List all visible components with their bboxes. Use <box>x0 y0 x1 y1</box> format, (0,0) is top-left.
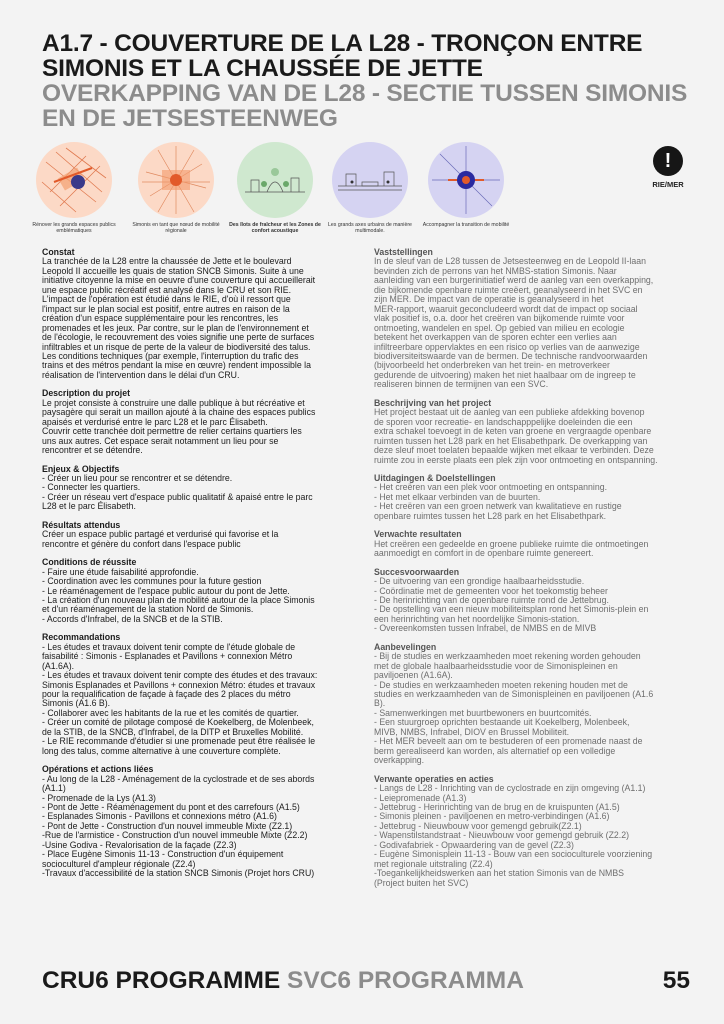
section-body: La tranchée de la L28 entre la chaussée de Jette et le boulevard Leopold II accueille les quais de station SNCB Simonis. Suite à une initiative citoyenne la mise en oeuvre d'une couverture qui accueillerait une espace public récréatif est analysé dans le CRU et son RIE. L'impact de l'opération est étudié dans le RIE, d'où il ressort que l'impact sur le plan social est positif, entre autres en raison de la création d'un espace supplémentaire pour les rencontres, les promenades et les jeux. Par contre, sur le plan de l'environnement et de l'écologie, le recouvrement des voies signifie une perte de surfaces infiltrables et un risque de perte de la valeur de biodiversité des talus. Les conditions techniques (par exemple, l'interruption du trafic des trains et des métros pendant la mise en œuvre) rendent impossible la réalisation de l'intervention dans le délai d'un CRU. <box>42 256 316 380</box>
french-column <box>42 248 360 888</box>
section-heading: Description du projet <box>42 388 130 399</box>
urban-axes-icon <box>332 142 408 218</box>
section-enjeux <box>42 465 360 512</box>
rie-mer-badge <box>652 146 684 189</box>
section-heading: Conditions de réussite <box>42 557 137 568</box>
icon-caption: Des îlots de fraîcheur et les Zones de confort acoustique <box>229 222 321 235</box>
public-space-plan-icon <box>36 142 112 218</box>
section-body: - Langs de L28 - Inrichting van de cyclostrade en zijn omgeving (A1.1) - Leiepromenade (A1.3) - Jettebrug - Herinrichting van de brug en de kruispunten (A1.5) - Simonis pleinen - paviljoenen en metro-verbindingen (A1.6) - Jettebrug - Nieuwbouw voor gemengd gebruik(Z2.1) - Wapenstilstandstraat - Nieuwbouw voor gemengd gebruik (Z2.2) - Godivafabriek - Opwaardering van de gevel (Z2.3) - Eugène Simonisplein 11-13 - Bouw van een socioculturele voorziening met regionale uitstraling (Z2.4) -Toegankelijkheidswerken aan het station Simonis van de NMBS (Project buiten het SVC) <box>374 783 653 888</box>
page-footer <box>42 967 690 995</box>
objective-cool-islands <box>227 142 323 234</box>
section-body: In de sleuf van de L28 tussen de Jetsesteenweg en de Leopold II-laan bevinden zich de perrons van het NMBS-station Simonis. Naar aanleiding van een burgerinitiatief werd de aanleg van een overkapping, die bijkomende openbare ruimte creëert, geanalyseerd in het SVC en zijn MER. De impact van de operatie is geanalyseerd in het MER-rapport, waaruit geconcludeerd wordt dat de impact op sociaal vlak positief is, o.a. door het creëren van bijkomende ruimte voor ontmoeting, wandelen en spel. Op gebied van milieu en ecologie betekent het overkappen van de sporen echter een verlies aan infiltreerbare oppervlaktes en een risico op verlies van de aanwezige biodiversiteitswaarde van de bermen. De technische randvoorwaarden (bijvoorbeeld het onderbreken van het trein- en metroverkeer gedurende de uitvoering) maken het niet haalbaar om de ingreep te realiseren binnen de termijnen van een SVC. <box>374 256 654 390</box>
section-recommandations <box>42 633 360 756</box>
section-body: - Les études et travaux doivent tenir compte de l'étude globale de faisabilité : Simonis - Esplanades et Pavillons + connexion Métro (A1.6A). - Les études et travaux doivent tenir compte des études et des travaux: Simonis Esplanades et Pavillons + connexion Métro: études et travaux pour la requalification de façade à façade des 2 places du métro Simonis (A1.6 B). - Collaborer avec les habitants de la rue et les comités de quartier. - Créer un comité de pilotage composé de Koekelberg, de Molenbeek, de la STIB, de la SNCB, d'Infrabel, de la DITP et Bruxelles Mobilité. - Le RIE recommande d'étudier si une promenade peut être réalisée le long des talus, comme alternative à une couverture complète. <box>42 641 318 756</box>
section-heading: Vaststellingen <box>374 247 433 257</box>
section-heading: Recommandations <box>42 632 121 643</box>
section-heading: Succesvoorwaarden <box>374 566 460 577</box>
section-body: Le projet consiste à construire une dalle publique à but récréative et paysagère qui serait un maillon ajouté à la chaine des espaces publics apaisés et verdurisé entre le parc L28 et le parc Élisabeth. Couvrir cette tranchée doit permettre de relier certains quartiers les uns aux autres. Cet espace serait notamment un lieu pour se rencontrer et se détendre. <box>42 397 316 456</box>
section-body: - Créer un lieu pour se rencontrer et se détendre. - Connecter les quartiers. - Créer un réseau vert d'espace public qualitatif & apaisé entre le parc L28 et le parc Élisabeth. <box>42 472 313 512</box>
dutch-column <box>374 248 692 897</box>
exclamation-icon: ! <box>653 146 683 176</box>
section-body: - Bij de studies en werkzaamheden moet rekening worden gehouden met de globale haalbaarheidsstudie voor de Simonispleinen en paviljoenen (A1.6A). - De studies en werkzaamheden moeten rekening houden met de studies en werkzaamheden van de Simonispleinen en paviljoenen (A1.6 B). - Samenwerkingen met buurtbewoners en buurtcomités. - Een stuurgroep oprichten bestaande uit Koekelberg, Molenbeek, MIVB, NMBS, Infrabel, DIOV en Brussel Mobiliteit. - Het MER beveelt aan om te bestuderen of een promenade naast de berm gerealiseerd kan worden, als alternatief op een volledige overkapping. <box>374 651 654 766</box>
mobility-node-icon <box>138 142 214 218</box>
objective-icons <box>0 142 724 242</box>
section-body: - Au long de la L28 - Aménagement de la cyclostrade et de ses abords (A1.1) - Promenade de la Lys (A1.3) - Pont de Jette - Réaménagement du pont et des carrefours (A1.5) - Esplanades Simonis - Pavillons et connexions métro (A1.6) - Pont de Jette - Construction d'un nouvel immeuble Mixte (Z2.1) -Rue de l'armistice - Construction d'un nouvel immeuble Mixte (Z2.2) -Usine Godiva - Revalorisation de la façade (Z2.3) - Place Eugène Simonis 11-13 - Construction d'un équipement socioculturel d'ampleur régionale (Z2.4) -Travaux d'accessibilité de la station SNCB Simonis (Projet hors CRU) <box>42 773 315 879</box>
section-heading: Résultats attendus <box>42 519 121 530</box>
page-title <box>42 31 692 131</box>
section-body: - Het creëren van een plek voor ontmoeting en ontspanning. - Het met elkaar verbinden van de buurten. - Het creëren van een groen netwerk van kwalitatieve en rustige openbare ruimtes tussen het L28 park en het Elisabethpark. <box>374 482 622 521</box>
icon-caption: Accompagner la transition de mobilité <box>422 222 510 228</box>
section-heading: Aanbevelingen <box>374 641 437 652</box>
section-resultaten <box>374 530 692 558</box>
icon-caption: Simonis en tant que nœud de mobilité régionale <box>132 222 220 235</box>
section-beschrijving <box>374 399 692 465</box>
section-body: Créer un espace public partagé et verdurisé qui favorise et la rencontre et génère du confort dans l'espace public <box>42 529 279 549</box>
objective-mobility-transition <box>418 142 514 228</box>
icon-caption: Rénover les grands espaces publics emblématiques <box>32 222 116 235</box>
icon-caption: Les grands axes urbains de manière multimodale. <box>328 222 412 235</box>
objective-mobility-node <box>128 142 224 234</box>
section-body: - De uitvoering van een grondige haalbaarheidsstudie. - Coördinatie met de gemeenten voor het toekomstig beheer - De herinrichting van de openbare ruimte rond de Jettebrug. - De opstelling van een nieuw mobiliteitsplan rond het Simonis-plein en een herinrichting van het noordelijke Simonis-station. - Overeenkomsten tussen Infrabel, de NMBS en de MIVB <box>374 576 649 634</box>
title-fr: A1.7 - COUVERTURE DE LA L28 - TRONÇON ENTRE SIMONIS ET LA CHAUSSÉE DE JETTE <box>42 30 643 82</box>
cool-island-icon <box>237 142 313 218</box>
section-operations <box>42 765 360 878</box>
section-resultats <box>42 521 360 549</box>
section-heading: Enjeux & Objectifs <box>42 463 120 474</box>
section-uitdagingen <box>374 474 692 521</box>
section-vaststellingen <box>374 248 692 390</box>
section-conditions <box>42 558 360 624</box>
objective-urban-axes <box>322 142 418 234</box>
section-succesvoorwaarden <box>374 568 692 634</box>
section-heading: Beschrijving van het project <box>374 397 492 408</box>
mobility-transition-icon <box>428 142 504 218</box>
section-heading: Verwachte resultaten <box>374 529 462 540</box>
section-heading: Opérations et actions liées <box>42 764 154 775</box>
section-aanbevelingen <box>374 643 692 766</box>
section-heading: Constat <box>42 247 75 257</box>
title-nl: OVERKAPPING VAN DE L28 - SECTIE TUSSEN SIMONIS EN DE JETSESTEENWEG <box>42 80 688 132</box>
section-body: Het creëren een gedeelde en groene publieke ruimte die ontmoetingen aanmoedigt en comfort in de openbare ruimte genereert. <box>374 538 649 559</box>
section-heading: Uitdagingen & Doelstellingen <box>374 472 496 483</box>
section-heading: Verwante operaties en acties <box>374 773 494 784</box>
section-body: - Faire une étude faisabilité approfondie. - Coordination avec les communes pour la future gestion - Le réaménagement de l'espace public autour du pont de Jette. - La création d'un nouveau plan de mobilité autour de la place Simonis et d'un réaménagement de la station Nord de Simonis. - Accords d'Infrabel, de la SNCB et de la STIB. <box>42 566 315 624</box>
objective-renovate <box>26 142 122 234</box>
section-constat <box>42 248 360 380</box>
section-description <box>42 389 360 455</box>
rie-mer-label: RIE/MER <box>652 180 684 189</box>
section-body: Het project bestaat uit de aanleg van een publieke afdekking bovenop de sporen voor recreatie- en landschapppelijke doeleinden die een extra schakel toevoegt in de keten van groene en vergraagde openbare ruimten tussen het L28 park en het Elisabethpark. De overkapping van deze sleuf moet toelaten bepaalde wijken met elkaar te verbinden. Deze ruimte zou in eerste plaats een plek zijn voor ontmoeting en ontspanning. <box>374 407 658 465</box>
section-verwante-operaties <box>374 775 692 888</box>
footer-programme-nl: SVC6 PROGRAMMA <box>287 967 524 994</box>
footer-programme-fr: CRU6 PROGRAMME <box>42 967 281 994</box>
page-number: 55 <box>662 967 690 994</box>
